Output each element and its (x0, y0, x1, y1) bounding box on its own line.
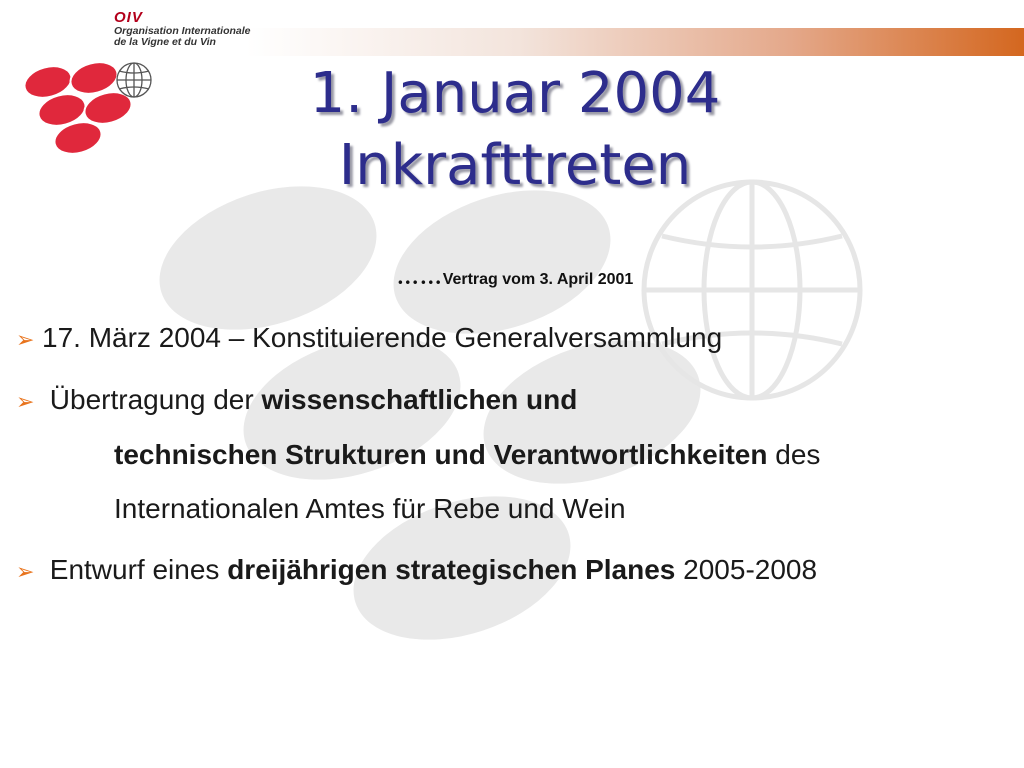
bullet-2-bold-1: wissenschaftlichen und (261, 384, 578, 415)
bullet-3-bold: dreijährigen strategischen Planes (227, 554, 676, 585)
bullet-list (16, 318, 1016, 592)
bullet-2-bold-2: technischen Strukturen und Verantwortlichkeiten (114, 439, 768, 470)
bullet-3-post: 2005-2008 (675, 554, 818, 585)
logo-name-line1: Organisation Internationale (114, 24, 251, 37)
slide-title (150, 58, 880, 202)
logo-abbr: OIV (114, 9, 143, 26)
bullet-3-pre: Entwurf eines (49, 554, 228, 585)
orange-arrow-bullet-icon: ➢ (16, 327, 35, 352)
orange-arrow-bullet-icon: ➢ (16, 389, 35, 414)
subtitle (300, 264, 730, 290)
orange-arrow-bullet-icon: ➢ (16, 559, 35, 584)
globe-icon (117, 63, 151, 97)
subtitle-dots: …… (396, 264, 443, 289)
logo-name-line2: de la Vigne et du Vin (114, 35, 216, 48)
bullet-item (16, 318, 1016, 360)
bullet-2-pre: Übertragung der (49, 384, 262, 415)
bullet-2-post: des (767, 439, 821, 470)
title-line-1: 1. Januar 2004 (309, 61, 721, 126)
bullet-item (16, 550, 1016, 592)
bullet-item (16, 374, 1016, 536)
header-gradient-bar (246, 28, 1024, 56)
bullet-2-line-3: Internationalen Amtes für Rebe und Wein (114, 493, 626, 524)
subtitle-text: Vertrag vom 3. April 2001 (442, 271, 634, 288)
title-line-2: Inkrafttreten (338, 133, 692, 198)
bullet-1-text: 17. März 2004 – Konstituierende Generalversammlung (42, 322, 723, 353)
